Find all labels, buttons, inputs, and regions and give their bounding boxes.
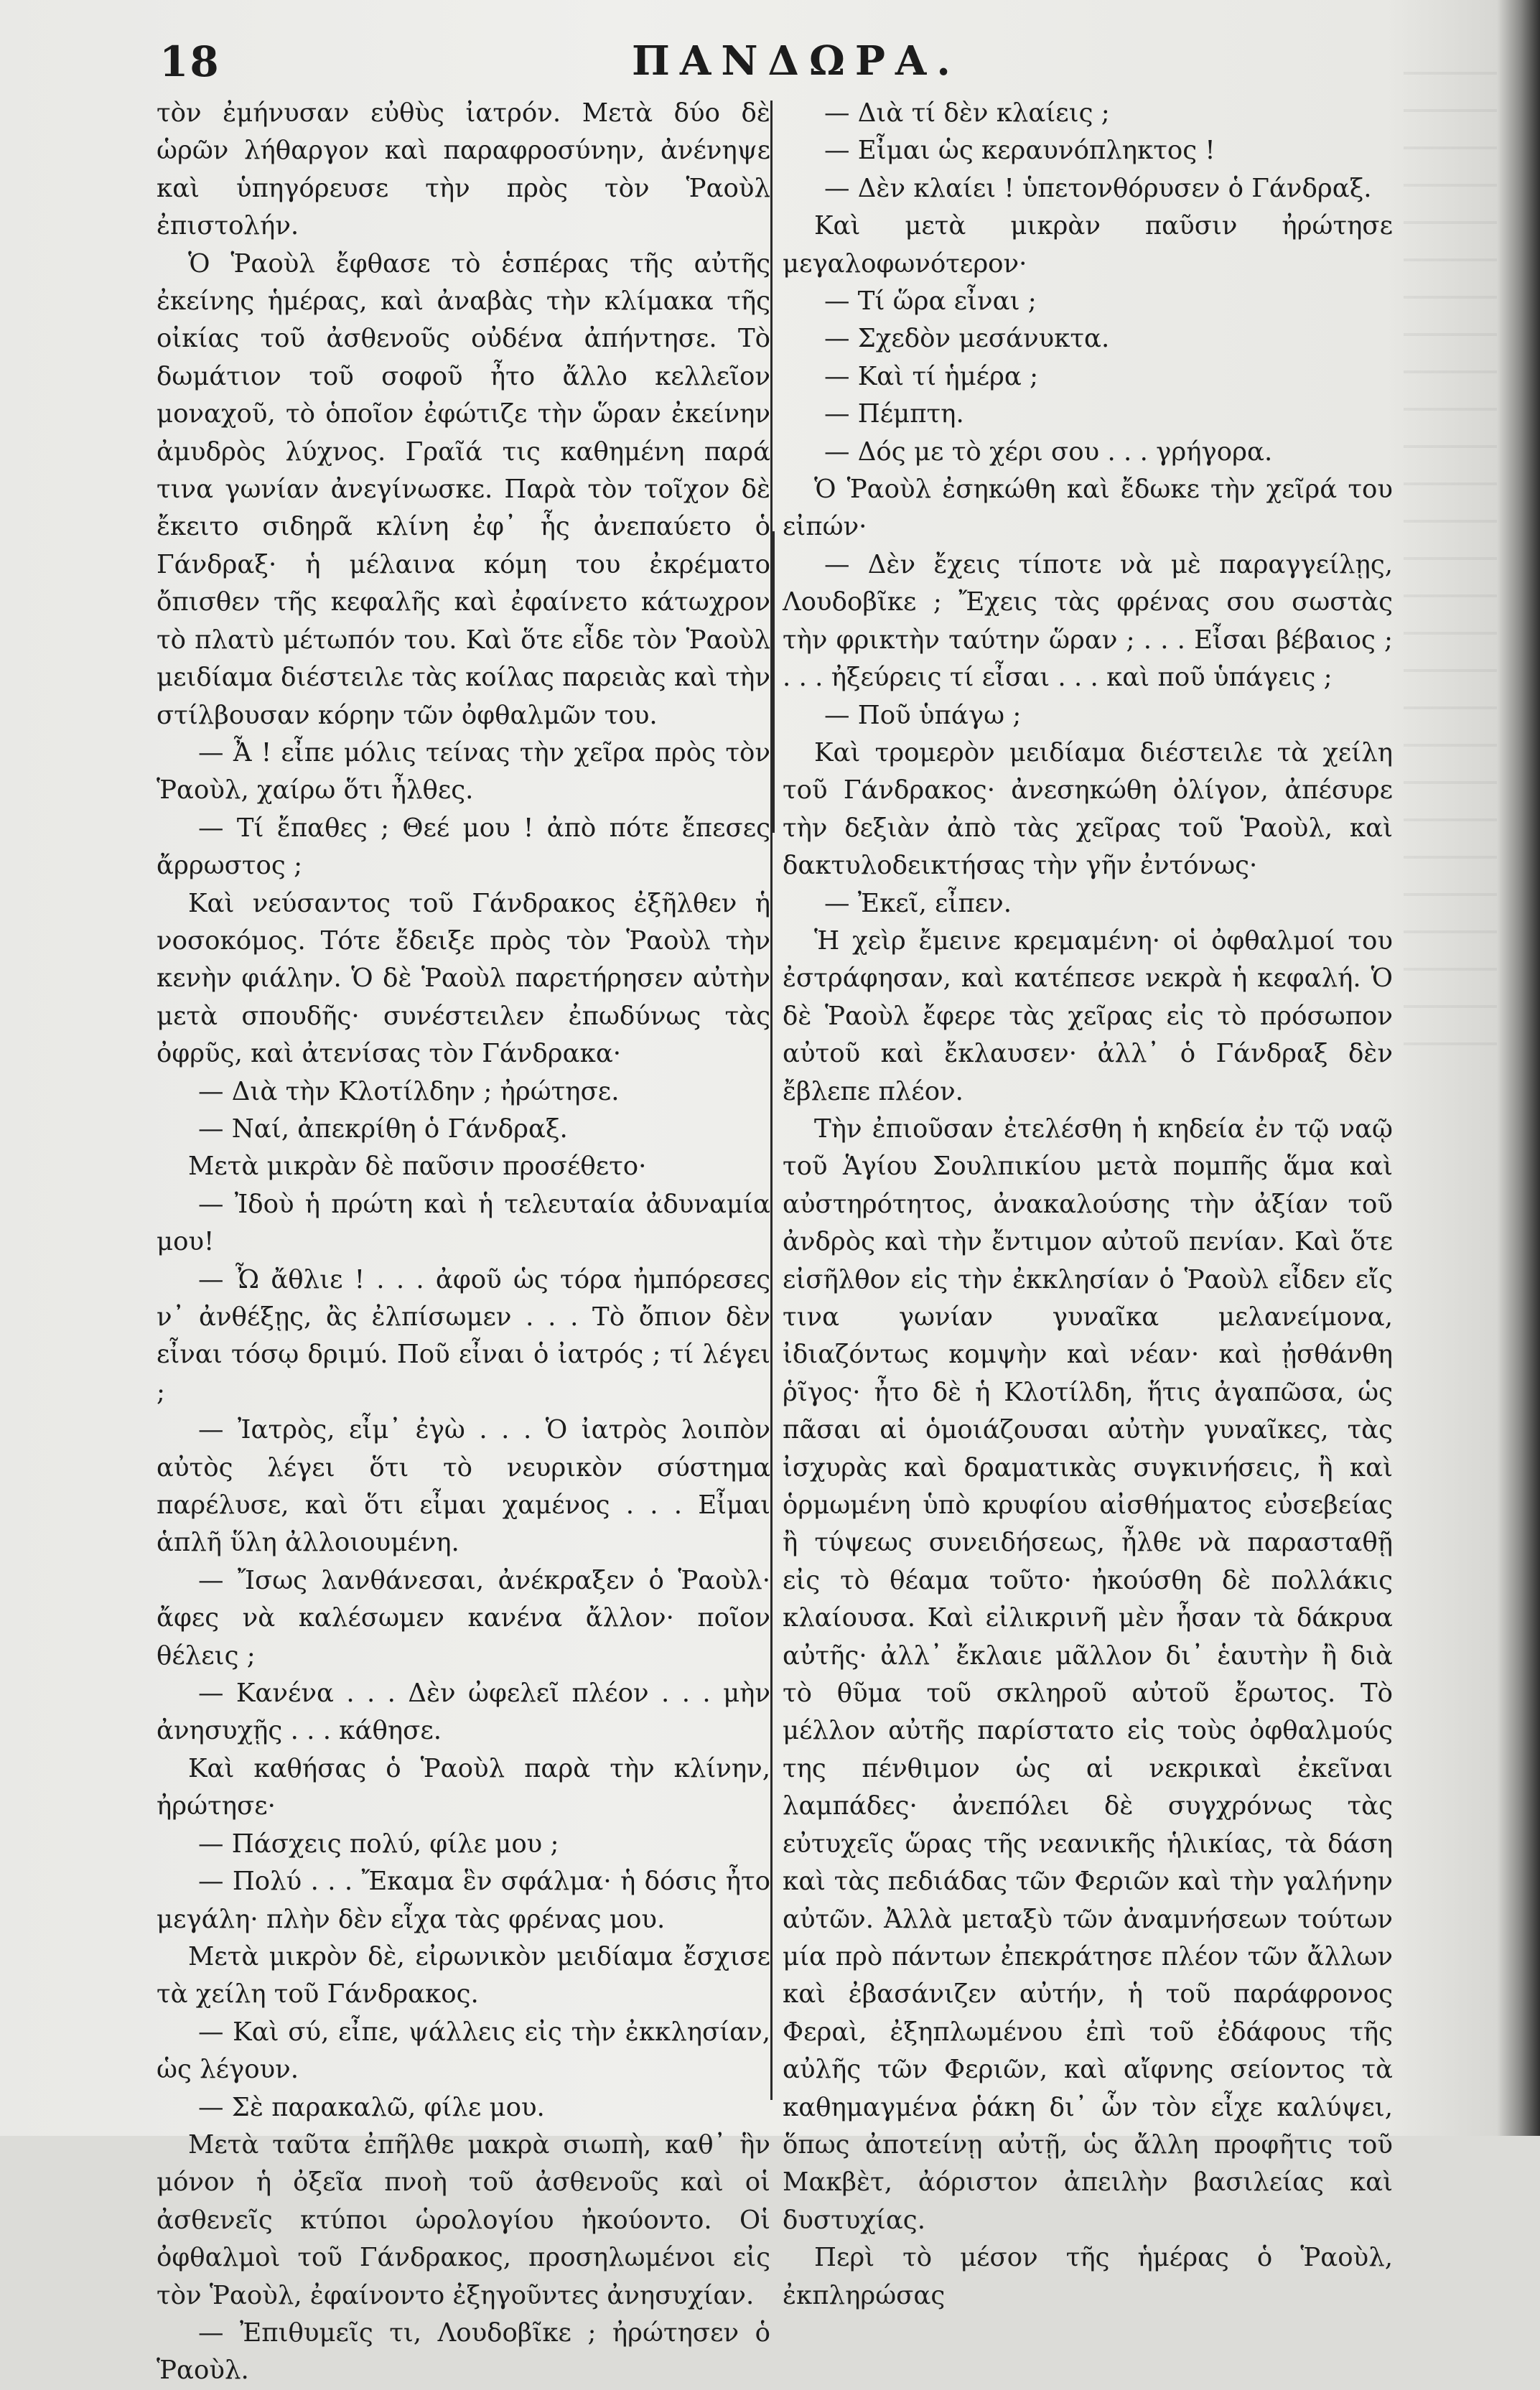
right-column bbox=[783, 95, 1393, 2315]
dialogue-line: — Πολύ . . . Ἔκαμα ἓν σφάλμα· ἡ δόσις ἦτο μεγάλη· πλὴν δὲν εἶχα τὰς φρένας μου. bbox=[157, 1867, 770, 1934]
paragraph: Καὶ καθήσας ὁ Ῥαοὺλ παρὰ τὴν κλίνην, ἠρώτησε· bbox=[157, 1753, 770, 1821]
dialogue-line: — Δὲν κλαίει ! ὑπετονθόρυσεν ὁ Γάνδραξ. bbox=[824, 173, 1372, 203]
dialogue-line: — Ὦ ἄθλιε ! . . . ἀφοῦ ὡς τόρα ἠμπόρεσες ν᾽ ἀνθέξῃς, ἂς ἐλπίσωμεν . . . Τὸ ὄπιον δὲν εἶναι τόσῳ δριμύ. Ποῦ εἶναι ὁ ἰατρός ; τί λέγει ; bbox=[157, 1264, 770, 1407]
dialogue-line: — Σὲ παρακαλῶ, φίλε μου. bbox=[198, 2092, 545, 2122]
paragraph: Ὁ Ῥαοὺλ ἐσηκώθη καὶ ἔδωκε τὴν χεῖρά του εἰπών· bbox=[783, 475, 1393, 542]
dialogue-line: — Τί ὥρα εἶναι ; bbox=[824, 286, 1037, 317]
dialogue-line: — Καὶ σύ, εἶπε, ψάλλεις εἰς τὴν ἐκκλησίαν, ὡς λέγουν. bbox=[157, 2017, 770, 2085]
column-rule bbox=[770, 101, 773, 2100]
dialogue-line: — Ναί, ἀπεκρίθη ὁ Γάνδραξ. bbox=[198, 1114, 568, 1144]
paragraph: Τὴν ἐπιοῦσαν ἐτελέσθη ἡ κηδεία ἐν τῷ ναῷ τοῦ Ἁγίου Σουλπικίου μετὰ πομπῆς ἅμα καὶ αὐστηρότητος, ἀνακαλούσης τὴν ἀξίαν τοῦ ἀνδρὸς καὶ τὴν ἔντιμον αὐτοῦ πενίαν. Καὶ ὅτε εἰσῆλθον εἰς τὴν ἐκκλησίαν ὁ Ῥαοὺλ εἶδεν εἴς τινα γωνίαν γυναῖκα μελανείμονα, ἰδιαζόντως κομψὴν καὶ νέαν· καὶ ᾐσθάνθη ῥῖγος· ἦτο δὲ ἡ Κλοτίλδη, ἥτις ἀγαπῶσα, ὡς πᾶσαι αἱ ὁμοιάζουσαι αὐτὴν γυναῖκες, τὰς ἰσχυρὰς καὶ δραματικὰς συγκινήσεις, ἢ καὶ ὁρμωμένη ὑπὸ κρυφίου αἰσθήματος εὐσεβείας ἢ τύψεως συνειδήσεως, ἦλθε νὰ παρασταθῇ εἰς τὸ θέαμα τοῦτο· ἠκούσθη δὲ πολλάκις κλαίουσα. Καὶ εἰλικρινῆ μὲν ἦσαν τὰ δάκρυα αὐτῆς· ἀλλ᾽ ἔκλαιε μᾶλλον δι᾽ ἑαυτὴν ἢ διὰ τὸ θῦμα τοῦ σκληροῦ αὐτοῦ ἔρωτος. Τὸ μέλλον αὐτῆς παρίστατο εἰς τοὺς ὀφθαλμούς της πένθιμον ὡς αἱ νεκρικαὶ ἐκεῖναι λαμπάδες· ἀνεπόλει δὲ συγχρόνως τὰς εὐτυχεῖς ὥρας τῆς νεανικῆς ἡλικίας, τὰ δάση καὶ τὰς πεδιάδας τῶν Φεριῶν καὶ τὴν γαλήνην αὐτῶν. Ἀλλὰ μεταξὺ τῶν ἀναμνήσεων τούτων μία πρὸ πάντων ἐπεκράτησε πλέον τῶν ἄλλων καὶ ἐβασάνιζεν αὐτήν, ἡ τοῦ παράφρονος Φεραὶ, ἐξηπλωμένου ἐπὶ τοῦ ἐδάφους τῆς αὐλῆς τῶν Φεριῶν, καὶ αἴφνης σείοντος τὰ καθημαγμένα ῥάκη δι᾽ ὧν τὸν εἶχε καλύψει, ὅπως ἀποτείνῃ αὐτῇ, ὡς ἄλλη προφῆτις τοῦ Μακβὲτ, ἀόριστον ἀπειλὴν βασιλείας καὶ δυστυχίας. bbox=[783, 1114, 1393, 2235]
dialogue-line: — Καὶ τί ἡμέρα ; bbox=[824, 361, 1039, 391]
paragraph: Καὶ μετὰ μικρὰν παῦσιν ἠρώτησε μεγαλοφωνότερον· bbox=[783, 211, 1393, 279]
dialogue-line: — Διὰ τί δὲν κλαίεις ; bbox=[824, 98, 1110, 128]
running-head: ΠΑΝΔΩΡΑ. bbox=[632, 37, 961, 85]
page-number: 18 bbox=[159, 37, 220, 86]
dialogue-line: — Ἰατρὸς, εἶμ᾽ ἐγὼ . . . Ὁ ἰατρὸς λοιπὸν αὐτὸς λέγει ὅτι τὸ νευρικὸν σύστημα παρέλυσε, καὶ ὅτι εἶμαι χαμένος . . . Εἶμαι ἁπλῆ ὕλη ἀλλοιουμένη. bbox=[157, 1415, 770, 1558]
paragraph: Μετὰ ταῦτα ἐπῆλθε μακρὰ σιωπὴ, καθ᾽ ἣν μόνον ἡ ὀξεῖα πνοὴ τοῦ ἀσθενοῦς καὶ οἱ ἀσθενεῖς κτύποι ὡρολογίου ἠκούοντο. Οἱ ὀφθαλμοὶ τοῦ Γάνδρακος, προσηλωμένοι εἰς τὸν Ῥαοὺλ, ἐφαίνοντο ἐξηγοῦντες ἀνησυχίαν. bbox=[157, 2129, 770, 2310]
dialogue-line: — Εἶμαι ὡς κεραυνόπληκτος ! bbox=[824, 136, 1215, 166]
dialogue-line: — Τί ἔπαθες ; Θεέ μου ! ἀπὸ πότε ἔπεσες ἄρρωστος ; bbox=[157, 813, 770, 881]
dialogue-line: — Κανένα . . . Δὲν ὠφελεῖ πλέον . . . μὴν ἀνησυχῇς . . . κάθησε. bbox=[157, 1679, 770, 1746]
paragraph: Καὶ τρομερὸν μειδίαμα διέστειλε τὰ χείλη τοῦ Γάνδρακος· ἀνεσηκώθη ὀλίγον, ἀπέσυρε τὴν δεξιὰν ἀπὸ τὰς χεῖρας τοῦ Ῥαοὺλ, καὶ δακτυλοδεικτήσας τὴν γῆν ἐντόνως· bbox=[783, 737, 1393, 881]
dialogue-line: — Ποῦ ὑπάγω ; bbox=[824, 700, 1022, 730]
paragraph: τὸν ἐμήνυσαν εὐθὺς ἰατρόν. Μετὰ δύο δὲ ὡρῶν λήθαργον καὶ παραφροσύνην, ἀνένηψε καὶ ὑπηγόρευσε τὴν πρὸς τὸν Ῥαοὺλ ἐπιστολήν. bbox=[157, 98, 770, 241]
paragraph: Μετὰ μικρὸν δὲ, εἰρωνικὸν μειδίαμα ἔσχισε τὰ χείλη τοῦ Γάνδρακος. bbox=[157, 1941, 770, 2009]
paragraph: Καὶ νεύσαντος τοῦ Γάνδρακος ἐξῆλθεν ἡ νοσοκόμος. Τότε ἔδειξε πρὸς τὸν Ῥαοὺλ τὴν κενὴν φιάλην. Ὁ δὲ Ῥαοὺλ παρετήρησεν αὐτὴν μετὰ σπουδῆς· συνέστειλεν ἐπωδύνως τὰς ὀφρῦς, καὶ ἀτενίσας τὸν Γάνδρακα· bbox=[157, 888, 770, 1069]
dialogue-line: — Ἴσως λανθάνεσαι, ἀνέκραξεν ὁ Ῥαοὺλ· ἄφες νὰ καλέσωμεν κανένα ἄλλον· ποῖον θέλεις ; bbox=[157, 1565, 770, 1671]
paragraph: Ὁ Ῥαοὺλ ἔφθασε τὸ ἑσπέρας τῆς αὐτῆς ἐκείνης ἡμέρας, καὶ ἀναβὰς τὴν κλίμακα τῆς οἰκίας τοῦ ἀσθενοῦς οὐδένα ἀπήντησε. Τὸ δωμάτιον τοῦ σοφοῦ ἦτο ἄλλο κελλεῖον μοναχοῦ, τὸ ὁποῖον ἐφώτιζε τὴν ὥραν ἐκείνην ἀμυδρὸς λύχνος. Γραῖά τις καθημένη παρά τινα γωνίαν ἀνεγίνωσκε. Παρὰ τὸν τοῖχον δὲ ἔκειτο σιδηρᾶ κλίνη ἐφ᾽ ἧς ἀνεπαύετο ὁ Γάνδραξ· ἡ μέλαινα κόμη του ἐκρέματο ὄπισθεν τῆς κεφαλῆς καὶ ἐφαίνετο κάτωχρον τὸ πλατὺ μέτωπόν του. Καὶ ὅτε εἶδε τὸν Ῥαοὺλ μειδίαμα διέστειλε τὰς κοίλας παρειὰς καὶ τὴν στίλβουσαν κόρην τῶν ὀφθαλμῶν του. bbox=[157, 248, 770, 730]
dialogue-line: — Ἐπιθυμεῖς τι, Λουδοβῖκε ; ἠρώτησεν ὁ Ῥαοὺλ. bbox=[157, 2317, 770, 2386]
dialogue-line: — Ἆ ! εἶπε μόλις τείνας τὴν χεῖρα πρὸς τὸν Ῥαοὺλ, χαίρω ὅτι ἦλθες. bbox=[157, 737, 770, 806]
dialogue-line: — Πάσχεις πολύ, φίλε μου ; bbox=[198, 1829, 559, 1859]
paragraph: Μετὰ μικρὰν δὲ παῦσιν προσέθετο· bbox=[188, 1152, 647, 1182]
dialogue-line: — Δός με τὸ χέρι σου . . . γρήγορα. bbox=[824, 437, 1273, 467]
dialogue-line: — Δὲν ἔχεις τίποτε νὰ μὲ παραγγείλῃς, Λουδοβῖκε ; Ἔχεις τὰς φρένας σου σωστὰς τὴν φρικτὴν ταύτην ὥραν ; . . . Εἶσαι βέβαιος ; . . . ἠξεύρεις τί εἶσαι . . . καὶ ποῦ ὑπάγεις ; bbox=[783, 549, 1393, 693]
paragraph: Ἡ χεὶρ ἔμεινε κρεμαμένη· οἱ ὀφθαλμοί του ἐστράφησαν, καὶ κατέπεσε νεκρὰ ἡ κεφαλή. Ὁ δὲ Ῥαοὺλ ἔφερε τὰς χεῖρας εἰς τὸ πρόσωπον αὐτοῦ καὶ ἔκλαυσεν· ἀλλ᾽ ὁ Γάνδραξ δὲν ἔβλεπε πλέον. bbox=[783, 925, 1393, 1106]
dialogue-line: — Ἐκεῖ, εἶπεν. bbox=[824, 888, 1012, 918]
dialogue-line: — Σχεδὸν μεσάνυκτα. bbox=[824, 324, 1110, 354]
paragraph: Περὶ τὸ μέσον τῆς ἡμέρας ὁ Ῥαοὺλ, ἐκπληρώσας bbox=[783, 2243, 1393, 2310]
left-column bbox=[157, 95, 770, 2390]
dialogue-line: — Διὰ τὴν Κλοτίλδην ; ἠρώτησε. bbox=[198, 1076, 620, 1106]
dialogue-line: — Ἰδοὺ ἡ πρώτη καὶ ἡ τελευταία ἀδυναμία μου! bbox=[157, 1189, 770, 1257]
dialogue-line: — Πέμπτη. bbox=[824, 399, 964, 429]
bleed-through-text bbox=[1404, 72, 1497, 1077]
column-rule-short bbox=[773, 531, 775, 833]
binding-shadow bbox=[1497, 0, 1540, 2136]
